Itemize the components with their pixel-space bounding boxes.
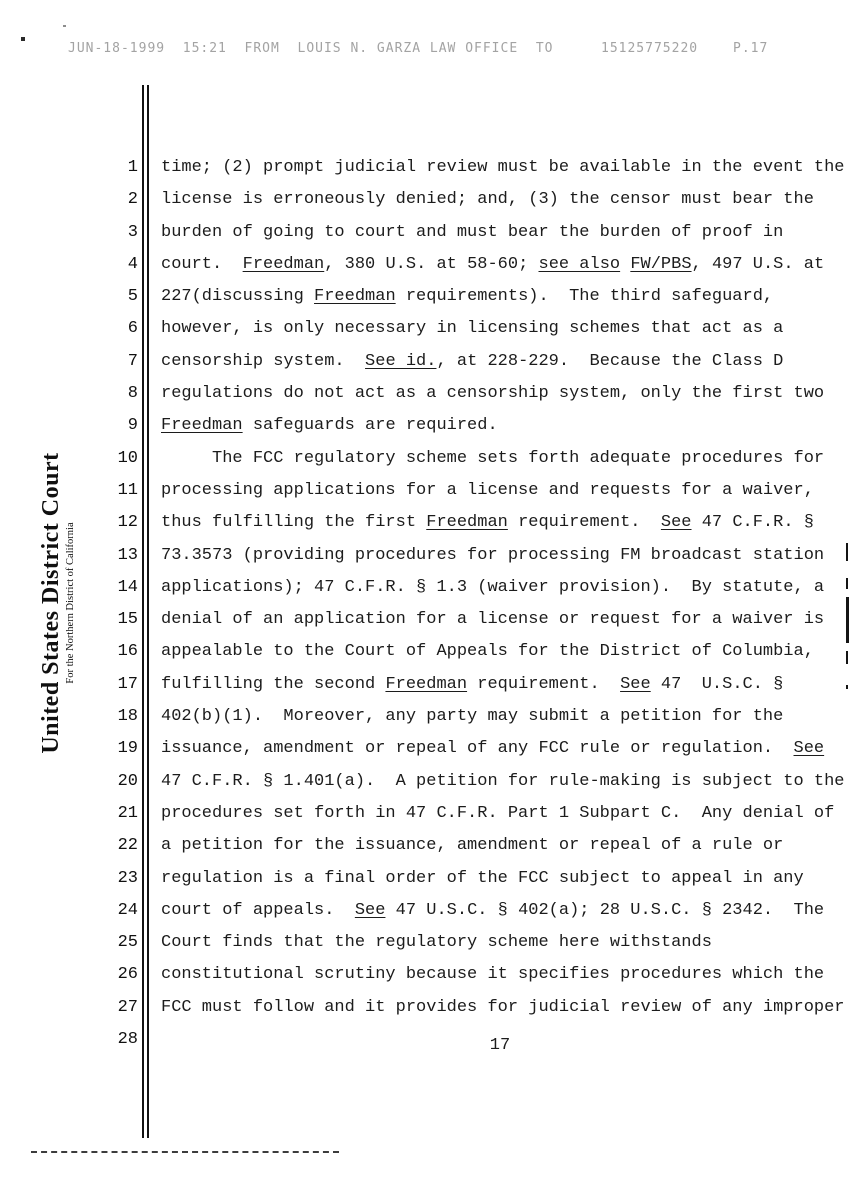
- line-number: 12: [117, 513, 138, 533]
- scan-artifact: [846, 578, 848, 589]
- text-segment: requirements). The third safeguard,: [395, 287, 774, 307]
- text-segment: processing applications for a license and requests for a waiver,: [161, 480, 814, 500]
- line-text: [161, 313, 783, 345]
- pleading-line: [0, 798, 861, 830]
- line-text: [161, 669, 783, 701]
- line-number: 27: [117, 997, 138, 1017]
- line-number: 4: [127, 254, 138, 274]
- pleading-line: [0, 313, 861, 345]
- line-number: 28: [117, 1030, 138, 1050]
- pleading-line: [0, 281, 861, 313]
- text-segment: censorship system.: [161, 351, 366, 371]
- line-text: [161, 701, 783, 733]
- fax-header-page: P.17: [733, 41, 769, 56]
- pleading-line: [0, 669, 861, 701]
- line-text: [161, 863, 804, 895]
- text-segment: , at 228-229. Because the Class D: [436, 351, 784, 371]
- pleading-line: [0, 572, 861, 604]
- line-text: [161, 378, 824, 410]
- pleading-body: [0, 152, 861, 1056]
- line-text: [161, 895, 824, 927]
- scan-artifact: [846, 685, 848, 689]
- fax-header-sender: JUN-18-1999 15:21 FROM LOUIS N. GARZA LAW OFFICE TO: [68, 41, 554, 56]
- text-segment: 402(b)(1). Moreover, any party may submit a petition for the: [161, 707, 784, 727]
- line-number: 14: [117, 577, 138, 597]
- text-segment: license is erroneously denied; and, (3) the censor must bear the: [161, 190, 814, 210]
- underlined-citation: Freedman: [242, 254, 325, 274]
- pleading-line: [0, 895, 861, 927]
- line-text: [161, 540, 824, 572]
- text-segment: burden of going to court and must bear the burden of proof in: [161, 222, 784, 242]
- scan-artifact: [846, 543, 848, 561]
- text-segment: court of appeals.: [161, 900, 355, 920]
- pleading-line: [0, 701, 861, 733]
- text-segment: 47 C.F.R. § 1.401(a). A petition for rule-making is subject to the: [161, 771, 845, 791]
- text-segment: 47 C.F.R. §: [691, 513, 814, 533]
- line-number: 23: [117, 868, 138, 888]
- line-number: 19: [117, 739, 138, 759]
- line-number: 3: [127, 222, 138, 242]
- text-segment: however, is only necessary in licensing schemes that act as a: [161, 319, 784, 339]
- pleading-line: [0, 992, 861, 1024]
- underlined-citation: Freedman: [426, 513, 508, 533]
- line-number: 11: [117, 480, 138, 500]
- pleading-line: [0, 184, 861, 216]
- underlined-citation: see also: [538, 254, 621, 274]
- line-text: [161, 281, 773, 313]
- pleading-line: [0, 475, 861, 507]
- pleading-line: [0, 863, 861, 895]
- line-text: [161, 766, 845, 798]
- pleading-line: [0, 410, 861, 442]
- pleading-line: [0, 830, 861, 862]
- line-text: [161, 830, 783, 862]
- text-segment: Court finds that the regulatory scheme here withstands: [161, 933, 712, 953]
- text-segment: requirement.: [507, 513, 661, 533]
- line-text: [161, 636, 814, 668]
- text-segment: procedures set forth in 47 C.F.R. Part 1 Subpart C. Any denial of: [161, 803, 835, 823]
- underlined-citation: See: [620, 674, 651, 694]
- pleading-line: [0, 766, 861, 798]
- text-segment: 227(discussing: [161, 287, 315, 307]
- line-text: [161, 959, 824, 991]
- pleading-line: [0, 636, 861, 668]
- text-segment: The FCC regulatory scheme sets forth adequate procedures for: [161, 448, 825, 468]
- text-segment: a petition for the issuance, amendment or repeal of a rule or: [161, 836, 784, 856]
- underlined-citation: Freedman: [161, 416, 243, 436]
- pleading-line: [0, 927, 861, 959]
- pleading-line: [0, 378, 861, 410]
- underlined-citation: See: [660, 513, 692, 533]
- pleading-line: [0, 959, 861, 991]
- scan-artifact-dashed-line: [31, 1151, 339, 1153]
- fax-transmission-header: [0, 41, 861, 59]
- text-segment: 73.3573 (providing procedures for processing FM broadcast station: [161, 545, 825, 565]
- line-number: 6: [127, 319, 138, 339]
- underlined-citation: FW/PBS: [630, 254, 692, 274]
- text-segment: , 380 U.S. at 58-60;: [324, 254, 539, 274]
- text-segment: constitutional scrutiny because it specifies procedures which the: [161, 965, 825, 985]
- text-segment: FCC must follow and it provides for judicial review of any improper: [161, 997, 845, 1017]
- text-segment: 47 U.S.C. § 402(a); 28 U.S.C. § 2342. The: [385, 900, 825, 920]
- text-segment: [620, 255, 630, 274]
- underlined-citation: See: [793, 739, 825, 759]
- text-segment: 47 U.S.C. §: [650, 674, 784, 694]
- pleading-line: [0, 152, 861, 184]
- text-segment: , 497 U.S. at: [691, 254, 825, 274]
- line-text: [161, 443, 824, 475]
- line-text: [161, 184, 814, 216]
- text-segment: thus fulfilling the first: [161, 513, 427, 533]
- line-text: [161, 346, 783, 378]
- line-text: [161, 604, 824, 636]
- text-segment: safeguards are required.: [242, 416, 498, 436]
- page-number: 17: [489, 1036, 511, 1055]
- line-number: 2: [127, 190, 138, 210]
- line-number: 16: [117, 642, 138, 662]
- underlined-citation: See: [354, 900, 386, 920]
- line-number: 24: [117, 900, 138, 920]
- line-number: 10: [117, 448, 138, 468]
- line-text: [161, 152, 845, 184]
- pleading-line: [0, 346, 861, 378]
- scan-speck: [63, 25, 66, 27]
- court-name: United States District Court: [38, 452, 64, 754]
- text-segment: regulations do not act as a censorship system, only the first two: [161, 384, 825, 404]
- line-number: 8: [127, 384, 138, 404]
- line-number: 17: [117, 674, 138, 694]
- line-number: 25: [117, 933, 138, 953]
- text-segment: applications); 47 C.F.R. § 1.3 (waiver provision). By statute, a: [161, 577, 825, 597]
- pleading-line: [0, 443, 861, 475]
- pleading-line: [0, 507, 861, 539]
- pleading-line: [0, 249, 861, 281]
- line-number: 22: [117, 836, 138, 856]
- fax-header-number: 15125775220: [601, 41, 699, 56]
- line-text: [161, 992, 845, 1024]
- line-number: 5: [127, 287, 138, 307]
- pleading-line: [0, 604, 861, 636]
- scan-speck: [21, 37, 25, 41]
- line-text: [161, 798, 834, 830]
- text-segment: regulation is a final order of the FCC subject to appeal in any: [161, 868, 804, 888]
- line-number: 15: [117, 610, 138, 630]
- line-number: 7: [127, 351, 138, 371]
- line-text: [161, 249, 824, 281]
- text-segment: court.: [161, 254, 243, 274]
- pleading-line: [0, 733, 861, 765]
- line-text: [161, 410, 498, 442]
- line-text: [161, 572, 824, 604]
- text-segment: time; (2) prompt judicial review must be available in the event the: [161, 158, 845, 177]
- scan-artifact: [846, 597, 849, 643]
- underlined-citation: See id.: [365, 351, 437, 371]
- line-number: 21: [117, 803, 138, 823]
- line-number: 1: [127, 158, 138, 177]
- line-number: 26: [117, 965, 138, 985]
- line-text: [161, 217, 783, 249]
- line-number: 13: [117, 545, 138, 565]
- text-segment: fulfilling the second: [161, 674, 386, 694]
- text-segment: requirement.: [467, 674, 621, 694]
- text-segment: denial of an application for a license or request for a waiver is: [161, 610, 825, 630]
- pleading-line: [0, 1024, 861, 1056]
- line-number: 9: [127, 416, 138, 436]
- line-text: [161, 475, 814, 507]
- pleading-line: [0, 217, 861, 249]
- line-number: 18: [117, 707, 138, 727]
- line-number: 20: [117, 771, 138, 791]
- line-text: [161, 927, 712, 959]
- pleading-line: [0, 540, 861, 572]
- underlined-citation: Freedman: [385, 674, 468, 694]
- underlined-citation: Freedman: [314, 287, 396, 307]
- line-text: [161, 733, 824, 765]
- text-segment: appealable to the Court of Appeals for the District of Columbia,: [161, 642, 814, 662]
- line-text: [161, 507, 814, 539]
- text-segment: issuance, amendment or repeal of any FCC rule or regulation.: [161, 739, 794, 759]
- court-district: For the Northern District of California: [65, 522, 76, 684]
- scan-artifact: [846, 651, 848, 664]
